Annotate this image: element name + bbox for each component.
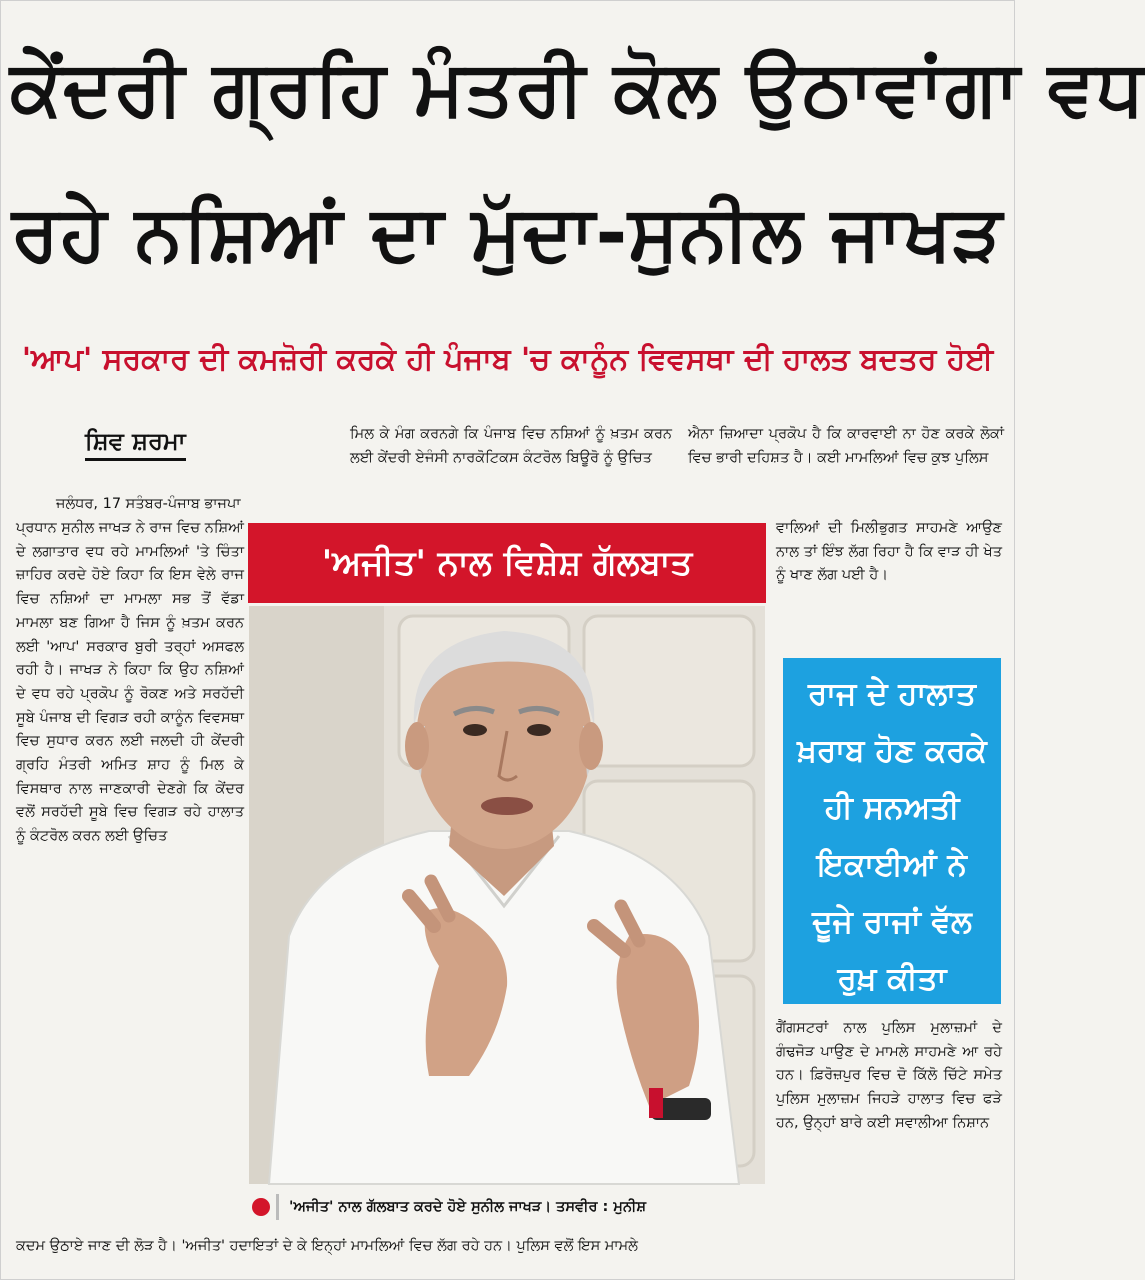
article-bottom-line: ਕਦਮ ਉਠਾਏ ਜਾਣ ਦੀ ਲੋੜ ਹੈ। 'ਅਜੀਤ' ਹਦਾਇਤਾਂ ਦੇ ਕੇ ਇਨ੍ਹਾਂ ਮਾਮਲਿਆਂ ਵਿਚ ਲੱਗ ਰਹੇ ਹਨ। ਪੁਲਿਸ ਵਲੋਂ ਇਸ ਮਾਮਲੇ [16, 1238, 638, 1254]
divider [276, 1194, 279, 1220]
article-photo [249, 606, 765, 1184]
article-column-1: ਪ੍ਰਧਾਨ ਸੁਨੀਲ ਜਾਖੜ ਨੇ ਰਾਜ ਵਿਚ ਨਸ਼ਿਆਂ ਦੇ ਲਗਾਤਾਰ ਵਧ ਰਹੇ ਮਾਮਲਿਆਂ 'ਤੇ ਚਿੰਤਾ ਜ਼ਾਹਿਰ ਕਰਦੇ ਹੋਏ ਕਿਹਾ ਕਿ ਇਸ ਵੇਲੇ ਰਾਜ ਵਿਚ ਨਸ਼ਿਆਂ ਦਾ ਮਾਮਲਾ ਸਭ ਤੋਂ ਵੱਡਾ ਮਾਮਲਾ ਬਣ ਗਿਆ ਹੈ ਜਿਸ ਨੂੰ ਖ਼ਤਮ ਕਰਨ ਲਈ 'ਆਪ' ਸਰਕਾਰ ਬੁਰੀ ਤਰ੍ਹਾਂ ਅਸਫਲ ਰਹੀ ਹੈ। ਜਾਖੜ ਨੇ ਕਿਹਾ ਕਿ ਉਹ ਨਸ਼ਿਆਂ ਦੇ ਵਧ ਰਹੇ ਪ੍ਰਕੋਪ ਨੂੰ ਰੋਕਣ ਅਤੇ ਸਰਹੱਦੀ ਸੂਬੇ ਪੰਜਾਬ ਦੀ ਵਿਗੜ ਰਹੀ ਕਾਨੂੰਨ ਵਿਵਸਥਾ ਵਿਚ ਸੁਧਾਰ ਕਰਨ ਲਈ ਜਲਦੀ ਹੀ ਕੇਂਦਰੀ ਗ੍ਰਹਿ ਮੰਤਰੀ ਅਮਿਤ ਸ਼ਾਹ ਨੂੰ ਮਿਲ ਕੇ ਵਿਸਥਾਰ ਨਾਲ ਜਾਣਕਾਰੀ ਦੇਣਗੇ ਕਿ ਕੇਂਦਰ ਵਲੋਂ ਸਰਹੱਦੀ ਸੂਬੇ ਵਿਚ ਵਿਗੜ ਰਹੇ ਹਾਲਾਤ ਨੂੰ ਕੰਟਰੋਲ ਕਰਨ ਲਈ ਉਚਿਤ [16, 520, 244, 845]
headline-line-1: ਕੇਂਦਰੀ ਗ੍ਰਹਿ ਮੰਤਰੀ ਕੋਲ ਉਠਾਵਾਂਗਾ ਵਧ [10, 43, 1145, 132]
pull-quote-line: ਰੁਖ਼ ਕੀਤਾ [837, 961, 947, 997]
red-dot-icon [252, 1198, 270, 1216]
pull-quote-line: ਖ਼ਰਾਬ ਹੋਣ ਕਰਕੇ [797, 733, 987, 769]
article-column-3-middle: ਵਾਲਿਆਂ ਦੀ ਮਿਲੀਭੁਗਤ ਸਾਹਮਣੇ ਆਉਣ ਨਾਲ ਤਾਂ ਇੰਝ ਲੱਗ ਰਿਹਾ ਹੈ ਕਿ ਵਾੜ ਹੀ ਖੇਤ ਨੂੰ ਖਾਣ ਲੱਗ ਪਈ ਹੈ। [776, 520, 1002, 584]
photo-caption [248, 1190, 778, 1226]
pull-quote-line: ਹੀ ਸਨਅਤੀ [824, 790, 960, 826]
pull-quote [783, 658, 1001, 1004]
article-column-3-bottom: ਗੈਂਗਸਟਰਾਂ ਨਾਲ ਪੁਲਿਸ ਮੁਲਾਜ਼ਮਾਂ ਦੇ ਗੰਢਜੋੜ ਪਾਉਣ ਦੇ ਮਾਮਲੇ ਸਾਹਮਣੇ ਆ ਰਹੇ ਹਨ। ਫ਼ਿਰੋਜ਼ਪੁਰ ਵਿਚ ਦੋ ਕਿੱਲੋ ਚਿੱਟੇ ਸਮੇਤ ਪੁਲਿਸ ਮੁਲਾਜ਼ਮ ਜਿਹੜੇ ਹਾਲਾਤ ਵਿਚ ਫੜੇ ਹਨ, ਉਨ੍ਹਾਂ ਬਾਰੇ ਕਈ ਸਵਾਲੀਆ ਨਿਸ਼ਾਨ [776, 1020, 1002, 1131]
headline-line-2: ਰਹੇ ਨਸ਼ਿਆਂ ਦਾ ਮੁੱਦਾ-ਸੁਨੀਲ ਜਾਖੜ [11, 188, 1004, 277]
byline: ਸ਼ਿਵ ਸ਼ਰਮਾ [85, 426, 186, 461]
subheadline: 'ਆਪ' ਸਰਕਾਰ ਦੀ ਕਮਜ਼ੋਰੀ ਕਰਕੇ ਹੀ ਪੰਜਾਬ 'ਚ ਕਾਨੂੰਨ ਵਿਵਸਥਾ ਦੀ ਹਾਲਤ ਬਦਤਰ ਹੋਈ [21, 342, 994, 377]
special-interview-banner: 'ਅਜੀਤ' ਨਾਲ ਵਿਸ਼ੇਸ਼ ਗੱਲਬਾਤ [248, 523, 766, 603]
article-column-3-top: ਐਨਾ ਜ਼ਿਆਦਾ ਪ੍ਰਕੋਪ ਹੈ ਕਿ ਕਾਰਵਾਈ ਨਾ ਹੋਣ ਕਰਕੇ ਲੋਕਾਂ ਵਿਚ ਭਾਰੀ ਦਹਿਸ਼ਤ ਹੈ। ਕਈ ਮਾਮਲਿਆਂ ਵਿਚ ਕੁਝ ਪੁਲਿਸ [688, 426, 1004, 466]
pull-quote-line: ਇਕਾਈਆਂ ਨੇ [817, 847, 967, 883]
dateline: ਜਲੰਧਰ, 17 ਸਤੰਬਰ-ਪੰਜਾਬ ਭਾਜਪਾ [56, 496, 241, 512]
photo-caption-text: 'ਅਜੀਤ' ਨਾਲ ਗੱਲਬਾਤ ਕਰਦੇ ਹੋਏ ਸੁਨੀਲ ਜਾਖੜ। ਤਸਵੀਰ : ਮੁਨੀਸ਼ [289, 1199, 647, 1215]
pull-quote-line: ਰਾਜ ਦੇ ਹਾਲਾਤ [808, 676, 976, 712]
pull-quote-line: ਦੂਜੇ ਰਾਜਾਂ ਵੱਲ [812, 904, 972, 940]
article-column-2-top: ਮਿਲ ਕੇ ਮੰਗ ਕਰਨਗੇ ਕਿ ਪੰਜਾਬ ਵਿਚ ਨਸ਼ਿਆਂ ਨੂੰ ਖ਼ਤਮ ਕਰਨ ਲਈ ਕੇਂਦਰੀ ਏਜੰਸੀ ਨਾਰਕੋਟਿਕਸ ਕੰਟਰੋਲ ਬਿਊਰੋ ਨੂੰ ਉਚਿਤ [350, 426, 672, 466]
